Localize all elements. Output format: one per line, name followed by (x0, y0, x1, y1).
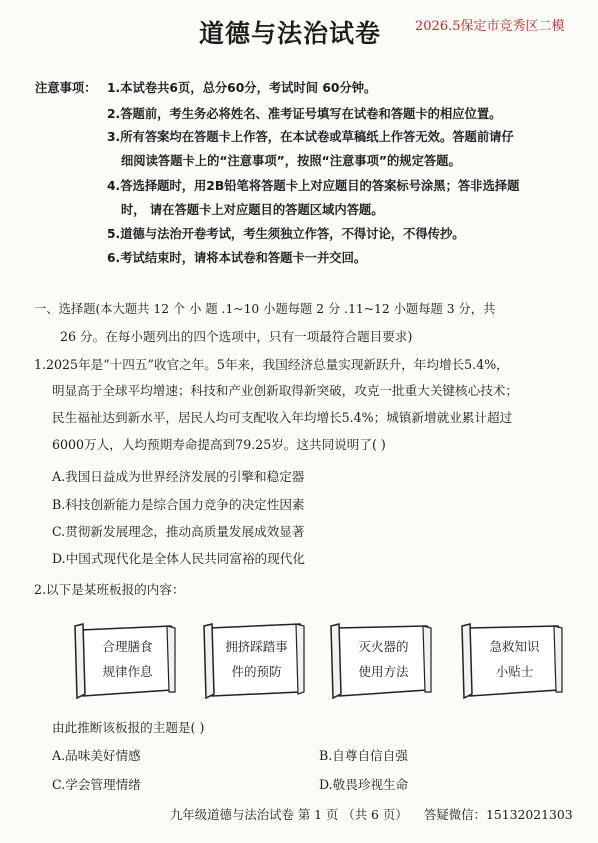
scroll-board (327, 622, 434, 700)
answer-option: B.科技创新能力是综合国力竞争的决定性因素 (52, 497, 305, 512)
notice-item: 3.所有答案均在答题卡上作答，在本试卷或草稿纸上作答无效。答题前请仔 (107, 130, 514, 144)
answer-option: A.品味美好情感 (52, 748, 141, 763)
board-line: 灭火器的 (358, 639, 409, 654)
section-instructions: 26 分。在每小题列出的四个选项中，只有一项最符合题目要求) (60, 329, 413, 344)
board-line: 件的预防 (231, 664, 282, 679)
section-heading: 一、选择题(本大题共 12 个 小 题 .1~10 小题每题 2 分 .11~12 小题每题 3 分，共 (34, 302, 496, 316)
question-stem: 1.2025年是“十四五”收官之年。5年来，我国经济总量实现新跃升，年均增长5.4%， (34, 357, 509, 372)
board-line: 拥挤踩踏事 (225, 639, 288, 654)
board-line: 急救知识 (489, 639, 540, 654)
answer-option: C.贯彻新发展理念，推动高质量发展成效显著 (52, 524, 305, 539)
notice-item: 2.答题前，考生务必将姓名、准考证号填写在试卷和答题卡的相应位置。 (107, 107, 502, 121)
question-stem: 6000万人，人均预期寿命提高到79.25岁。这共同说明了( ) (52, 437, 386, 452)
scroll-board (458, 622, 565, 700)
answer-option: D.敬畏珍视生命 (319, 777, 409, 792)
board-line: 合理膳食 (102, 639, 153, 654)
board-line: 规律作息 (102, 664, 153, 679)
contact-info: 答疑微信：15132021303 (424, 807, 573, 822)
question-stem: 民生福祉达到新水平，居民人均可支配收入年均增长5.4%；城镇新增就业累计超过 (52, 410, 513, 425)
notice-item: 6.考试结束时，请将本试卷和答题卡一并交回。 (107, 251, 367, 265)
notice-item: 5.道德与法治开卷考试，考生须独立作答，不得讨论，不得传抄。 (107, 227, 465, 241)
board-line: 小贴士 (495, 664, 534, 679)
notice-item: 1.本试卷共6页，总分60分，考试时间 60分钟。 (107, 81, 377, 95)
notice-item: 4.答选择题时，用2B铅笔将答题卡上对应题目的答案标号涂黑；答非选择题 (107, 179, 520, 193)
answer-option: D.中国式现代化是全体人民共同富裕的现代化 (52, 551, 305, 566)
page-footer: 九年级道德与法治试卷 第 1 页 （共 6 页） (170, 807, 408, 822)
exam-source-tag: 2026.5保定市竞秀区二模 (415, 19, 565, 34)
question-prompt: 由此推断该板报的主题是( ) (52, 720, 205, 735)
question-stem: 明显高于全球平均增速；科技和产业创新取得新突破，攻克一批重大关键核心技术； (52, 383, 518, 398)
notice-item: 细阅读答题卡上的“注意事项”，按照“注意事项”的规定答题。 (121, 154, 461, 168)
answer-option: B.自尊自信自强 (319, 748, 408, 763)
notice-label: 注意事项： (35, 81, 97, 95)
board-line: 使用方法 (358, 664, 409, 679)
answer-option: C.学会管理情绪 (52, 777, 141, 792)
scroll-board (200, 622, 307, 700)
notice-item: 时， 请在答题卡上对应题目的答题区域内答题。 (121, 203, 384, 217)
scroll-board (71, 622, 178, 700)
answer-option: A.我国日益成为世界经济发展的引擎和稳定器 (52, 469, 305, 484)
page-title: 道德与法治试卷 (199, 19, 382, 48)
question-stem: 2.以下是某班板报的内容： (34, 582, 185, 597)
